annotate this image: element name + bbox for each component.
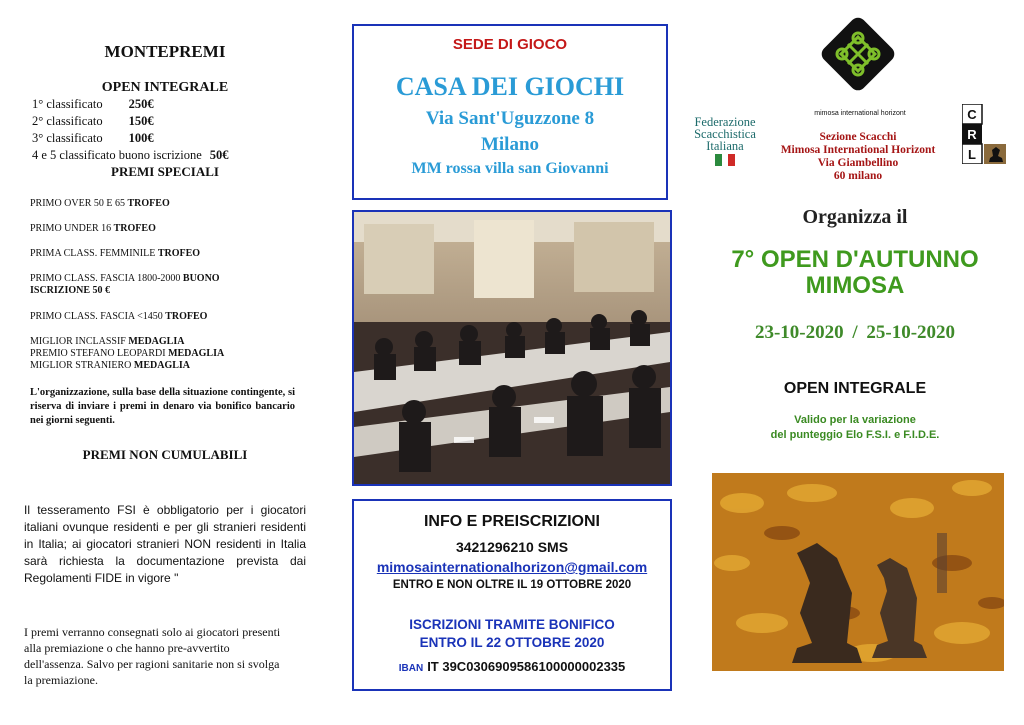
info-deadline: ENTRO E NON OLTRE IL 19 OTTOBRE 2020 (392, 579, 632, 591)
special-prize-item: PREMIO STEFANO LEOPARDI MEDAGLIA (30, 348, 225, 359)
special-prize-item: PRIMO CLASS. FASCIA 1800-2000 BUONO ISCRIZIONE 50 € (30, 273, 220, 296)
crl-letter-r: R (967, 127, 977, 142)
crl-letter-l: L (968, 147, 976, 162)
tournament-hall-photo (352, 210, 672, 486)
special-prize-item: PRIMO UNDER 16 TROFEO (30, 223, 156, 234)
venue-metro: MM rossa villa san Giovanni (411, 160, 609, 177)
prize-row: 2° classificato 150€ (32, 114, 154, 128)
iban (354, 659, 670, 674)
venue-city: Milano (480, 134, 540, 155)
non-cumulative-heading: PREMI NON CUMULABILI (82, 447, 248, 462)
fsi-logo (686, 116, 764, 166)
organization-note: L'organizzazione, sulla base della situazione contingente, si riserva di inviare i premi in denaro via bonifico bancario nei giorni seguenti. (30, 387, 295, 426)
bank-transfer-line: ISCRIZIONI TRAMITE BONIFICO (409, 617, 615, 632)
venue-name: CASA DEI GIOCHI (395, 72, 625, 101)
elo-validity-line1: Valido per la variazione (794, 414, 916, 426)
chess-knights-illustration (712, 473, 1004, 671)
special-prize-item: PRIMA CLASS. FEMMINILE TROFEO (30, 248, 201, 259)
info-title: INFO E PREISCRIZIONI (423, 513, 600, 530)
prize-row: 4 e 5 classificato buono iscrizione 50€ (32, 148, 229, 162)
fsi-logo-text: Federazione Scacchistica Italiana (694, 115, 756, 153)
tournament-title-line1: 7° OPEN D'AUTUNNO (731, 246, 979, 273)
info-email-link[interactable]: mimosainternationalhorizon@gmail.com (376, 559, 648, 575)
bank-deadline-line: ENTRO IL 22 OTTOBRE 2020 (419, 635, 605, 650)
italian-flag-icon (715, 154, 735, 166)
crl-logo (962, 104, 1008, 164)
special-prizes-heading: PREMI SPECIALI (111, 164, 219, 179)
special-prize-item: MIGLIOR INCLASSIF MEDAGLIA (30, 336, 185, 347)
organizza-heading: Organizza il (802, 206, 908, 228)
special-prize-item: MIGLIOR STRANIERO MEDAGLIA (30, 360, 191, 371)
special-prize-item: PRIMO OVER 50 E 65 TROFEO (30, 198, 170, 209)
tournament-dates: 23-10-2020 / 25-10-2020 (754, 322, 956, 343)
mimosa-logo-caption: mimosa international horizont (814, 110, 906, 117)
prize-row: 1° classificato 250€ (32, 97, 154, 111)
elo-validity-line2: del punteggio Elo F.S.I. e F.I.D.E. (770, 429, 940, 441)
special-prize-item: PRIMO CLASS. FASCIA <1450 TROFEO (30, 311, 208, 322)
tournament-hall-illustration (354, 212, 670, 484)
prize-column (0, 0, 330, 725)
section-line: Mimosa International Horizont (780, 144, 936, 156)
info-registration-box (352, 499, 672, 691)
iban-value: IT 39C0306909586100000002335 (427, 659, 626, 674)
section-address (770, 131, 946, 183)
prize-delivery-note: I premi verranno consegnati solo ai giocatori presenti alla premiazione o che hanno pre-avvertito dell'assenza. Salvo per ragioni sanitarie non si svolga la premiazione. (24, 625, 281, 687)
crl-letter-c: C (967, 107, 977, 122)
open-integrale-label: OPEN INTEGRALE (783, 380, 927, 397)
info-phone: 3421296210 SMS (455, 539, 569, 555)
iban-label: IBAN (398, 663, 424, 674)
fsi-membership-note: Il tesseramento FSI è obbligatorio per i giocatori italiani ovunque residenti e per gli stranieri residenti in Italia; ai giocatori stranieri NON residenti in Italia sarà richiesta la documentazione prevista dai Regolamenti FIDE in vigore " (24, 503, 306, 585)
mimosa-logo-icon (818, 14, 898, 94)
venue-label: SEDE DI GIOCO (452, 36, 568, 53)
section-line: Via Giambellino (817, 157, 899, 169)
venue-street: Via Sant'Uguzzone 8 (425, 108, 595, 129)
prize-row: 3° classificato 100€ (32, 131, 154, 145)
tournament-title-line2: MIMOSA (805, 272, 905, 299)
section-line: 60 milano (833, 170, 883, 182)
open-integrale-heading: OPEN INTEGRALE (101, 80, 229, 95)
prize-title: MONTEPREMI (104, 42, 226, 61)
section-line: Sezione Scacchi (819, 131, 897, 143)
venue-box (352, 24, 668, 200)
chess-knights-photo (712, 473, 1004, 671)
